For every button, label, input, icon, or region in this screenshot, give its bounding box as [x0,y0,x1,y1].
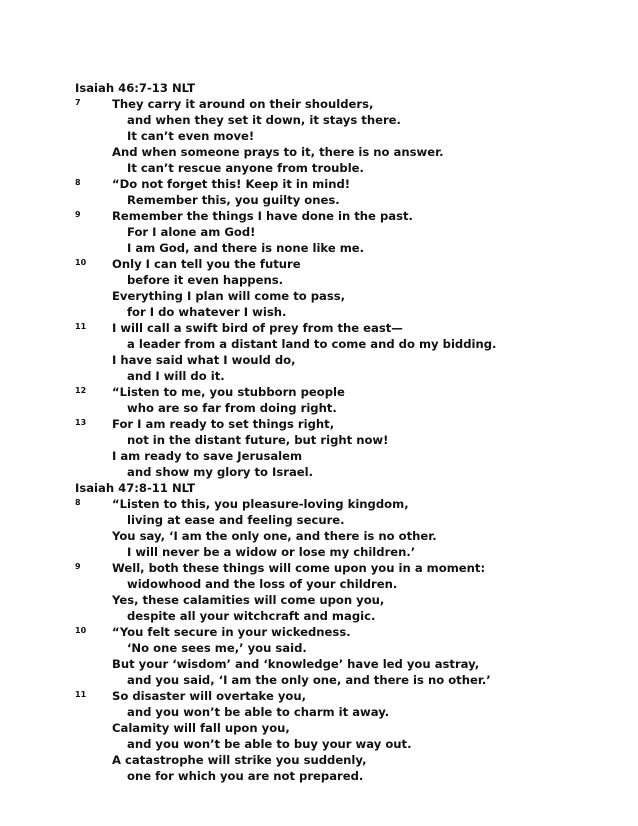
verse-text: “You felt secure in your wickedness. [112,625,351,639]
verse-text: living at ease and feeling secure. [127,513,345,527]
verse-line [75,176,615,192]
verse-text: It can’t even move! [127,129,255,143]
verse-line [75,400,615,416]
verse-line [75,320,615,336]
verse-line [75,304,615,320]
verse-number: 8 [75,178,81,187]
verse-line [75,416,615,432]
verse-text: I will never be a widow or lose my children.’ [127,545,416,559]
verse-line [75,640,615,656]
verse-text: despite all your witchcraft and magic. [127,609,376,623]
verse-number: 10 [75,626,87,635]
verse-text: widowhood and the loss of your children. [127,577,398,591]
verse-line [75,736,615,752]
verse-line [75,528,615,544]
verse-text: I have said what I would do, [112,353,296,367]
verse-text: For I am ready to set things right, [112,417,335,431]
verse-line [75,592,615,608]
verse-line [75,160,615,176]
verse-text: before it even happens. [127,273,284,287]
verse-number: 7 [75,98,81,107]
verse-line [75,704,615,720]
verse-text: Remember the things I have done in the past. [112,209,413,223]
verse-line [75,336,615,352]
verse-line [75,560,615,576]
verse-text: I am God, and there is none like me. [127,241,365,255]
verse-text: I will call a swift bird of prey from the east— [112,321,403,335]
verse-line [75,272,615,288]
scripture-document [75,80,615,784]
verse-text: Well, both these things will come upon you in a moment: [112,561,486,575]
verse-line [75,112,615,128]
verse-line [75,240,615,256]
verse-text: and when they set it down, it stays there. [127,113,401,127]
verse-line [75,768,615,784]
verse-text: and show my glory to Israel. [127,465,314,479]
verse-line [75,752,615,768]
verse-line [75,448,615,464]
verse-text: Remember this, you guilty ones. [127,193,340,207]
verse-line [75,576,615,592]
verse-line [75,224,615,240]
verse-text: “Do not forget this! Keep it in mind! [112,177,351,191]
verse-text: They carry it around on their shoulders, [112,97,374,111]
verse-line [75,624,615,640]
verse-line [75,384,615,400]
verse-text: Only I can tell you the future [112,257,301,271]
verse-text: a leader from a distant land to come and do my bidding. [127,337,497,351]
verse-text: who are so far from doing right. [127,401,337,415]
verse-number: 12 [75,386,87,395]
verse-line [75,720,615,736]
verse-number: 9 [75,210,81,219]
verse-text: ‘No one sees me,’ you said. [127,641,307,655]
verse-text: and you won’t be able to charm it away. [127,705,390,719]
verse-line [75,656,615,672]
verse-number: 13 [75,418,87,427]
verse-line [75,208,615,224]
verse-text: You say, ‘I am the only one, and there is no other. [112,529,437,543]
verse-line [75,192,615,208]
verse-text: For I alone am God! [127,225,256,239]
verse-text: Everything I plan will come to pass, [112,289,346,303]
verse-line [75,352,615,368]
verse-text: But your ‘wisdom’ and ‘knowledge’ have led you astray, [112,657,480,671]
verse-line [75,96,615,112]
verse-line [75,256,615,272]
passage-reference: Isaiah 47:8-11 NLT [75,481,196,495]
verse-line [75,496,615,512]
verse-text: I am ready to save Jerusalem [112,449,303,463]
verse-text: and I will do it. [127,369,225,383]
verse-number: 10 [75,258,87,267]
verse-text: So disaster will overtake you, [112,689,307,703]
verse-line [75,608,615,624]
verse-text: for I do whatever I wish. [127,305,287,319]
verse-line [75,432,615,448]
verse-text: And when someone prays to it, there is no answer. [112,145,444,159]
verse-line [75,544,615,560]
verse-number: 8 [75,498,81,507]
verse-text: and you said, ‘I am the only one, and there is no other.’ [127,673,491,687]
verse-text: “Listen to this, you pleasure-loving kingdom, [112,497,409,511]
verse-number: 9 [75,562,81,571]
verse-line [75,688,615,704]
verse-line [75,288,615,304]
verse-line [75,672,615,688]
verse-number: 11 [75,322,87,331]
verse-text: Yes, these calamities will come upon you, [112,593,385,607]
verse-text: Calamity will fall upon you, [112,721,290,735]
verse-line [75,464,615,480]
verse-text: and you won’t be able to buy your way out. [127,737,412,751]
verse-text: It can’t rescue anyone from trouble. [127,161,364,175]
verse-line [75,512,615,528]
verse-line [75,128,615,144]
verse-text: A catastrophe will strike you suddenly, [112,753,367,767]
verse-text: one for which you are not prepared. [127,769,364,783]
verse-text: “Listen to me, you stubborn people [112,385,345,399]
passage-reference: Isaiah 46:7-13 NLT [75,81,196,95]
verse-number: 11 [75,690,87,699]
verse-text: not in the distant future, but right now! [127,433,389,447]
verse-line [75,144,615,160]
verse-line [75,368,615,384]
